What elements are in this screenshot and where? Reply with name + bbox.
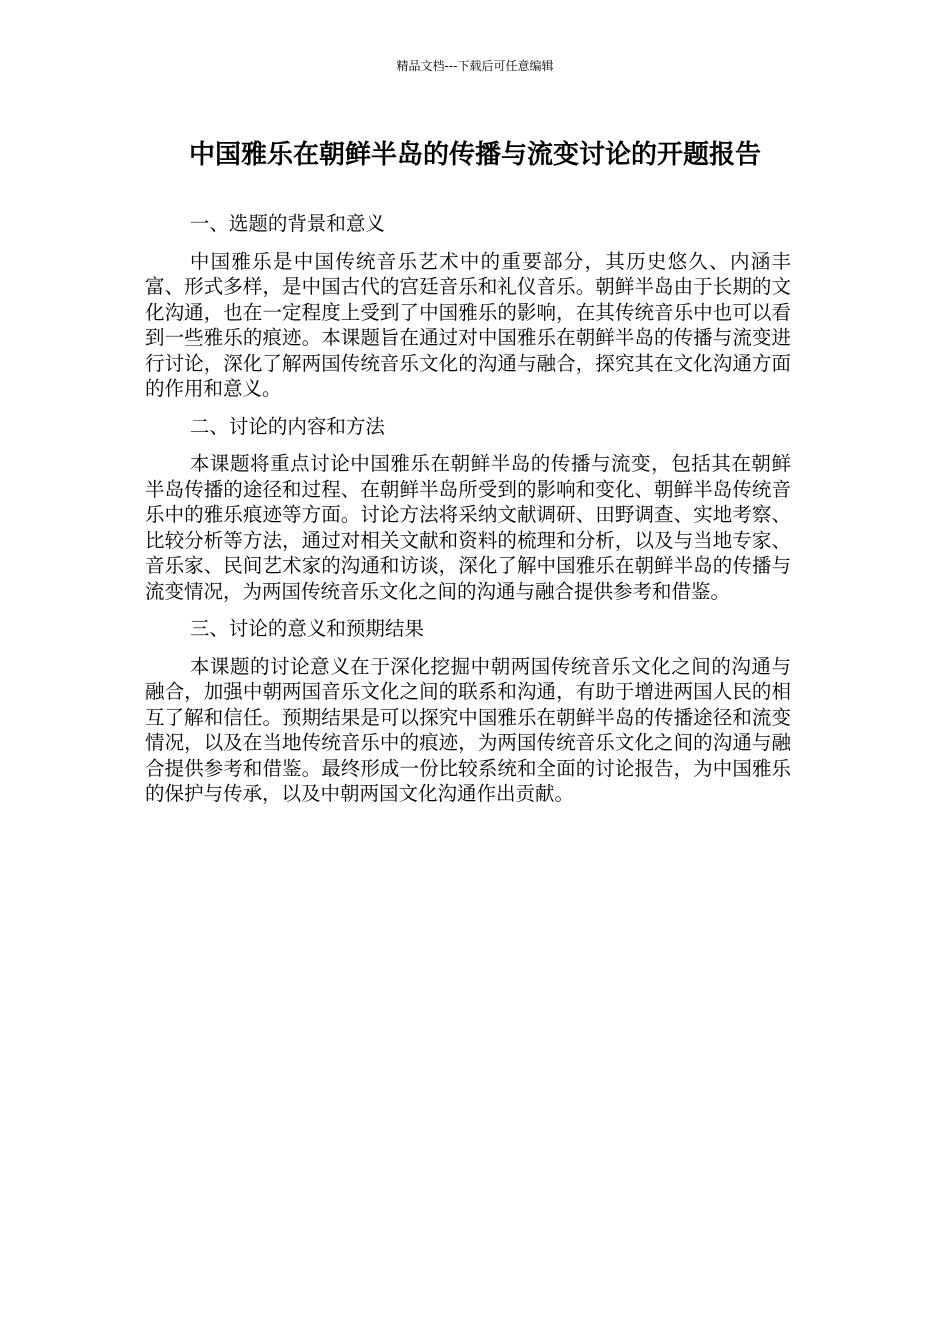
section-heading-content-methods: 二、讨论的内容和方法 — [189, 414, 385, 438]
header-note: 精品文档---下载后可任意编辑 — [396, 59, 554, 73]
section-paragraph-significance-results: 本课题的讨论意义在于深化挖掘中朝两国传统音乐文化之间的沟通与融合，加强中朝两国音乐文化之间的联系和沟通，有助于增进两国人民的相互了解和信任。预期结果是可以探究中国雅乐在朝鲜半岛的传播途径和流变情况，以及在当地传统音乐中的痕迹，为两国传统音乐文化之间的沟通与融合提供参考和借鉴。最终形成一份比较系统和全面的讨论报告，为中国雅乐的保护与传承，以及中朝两国文化沟通作出贡献。 — [145, 654, 791, 805]
document-body — [145, 211, 791, 819]
section-heading-background: 一、选题的背景和意义 — [189, 212, 385, 235]
section-paragraph-content-methods: 本课题将重点讨论中国雅乐在朝鲜半岛的传播与流变，包括其在朝鲜半岛传播的途径和过程、在朝鲜半岛所受到的影响和变化、朝鲜半岛传统音乐中的雅乐痕迹等方面。讨论方法将采纳文献调研、田野调查、实地考察、比较分析等方法，通过对相关文献和资料的梳理和分析，以及与当地专家、音乐家、民间艺术家的沟通和访谈，深化了解中国雅乐在朝鲜半岛的传播与流变情况，为两国传统音乐文化之间的沟通与融合提供参考和借鉴。 — [145, 452, 791, 603]
section-paragraph-background: 中国雅乐是中国传统音乐艺术中的重要部分，其历史悠久、内涵丰富、形式多样，是中国古代的宫廷音乐和礼仪音乐。朝鲜半岛由于长期的文化沟通，也在一定程度上受到了中国雅乐的影响，在其传统音乐中也可以看到一些雅乐的痕迹。本课题旨在通过对中国雅乐在朝鲜半岛的传播与流变进行讨论，深化了解两国传统音乐文化的沟通与融合，探究其在文化沟通方面的作用和意义。 — [145, 249, 791, 400]
section-heading-significance-results: 三、讨论的意义和预期结果 — [189, 617, 424, 640]
document-title: 中国雅乐在朝鲜半岛的传播与流变讨论的开题报告 — [188, 140, 761, 170]
